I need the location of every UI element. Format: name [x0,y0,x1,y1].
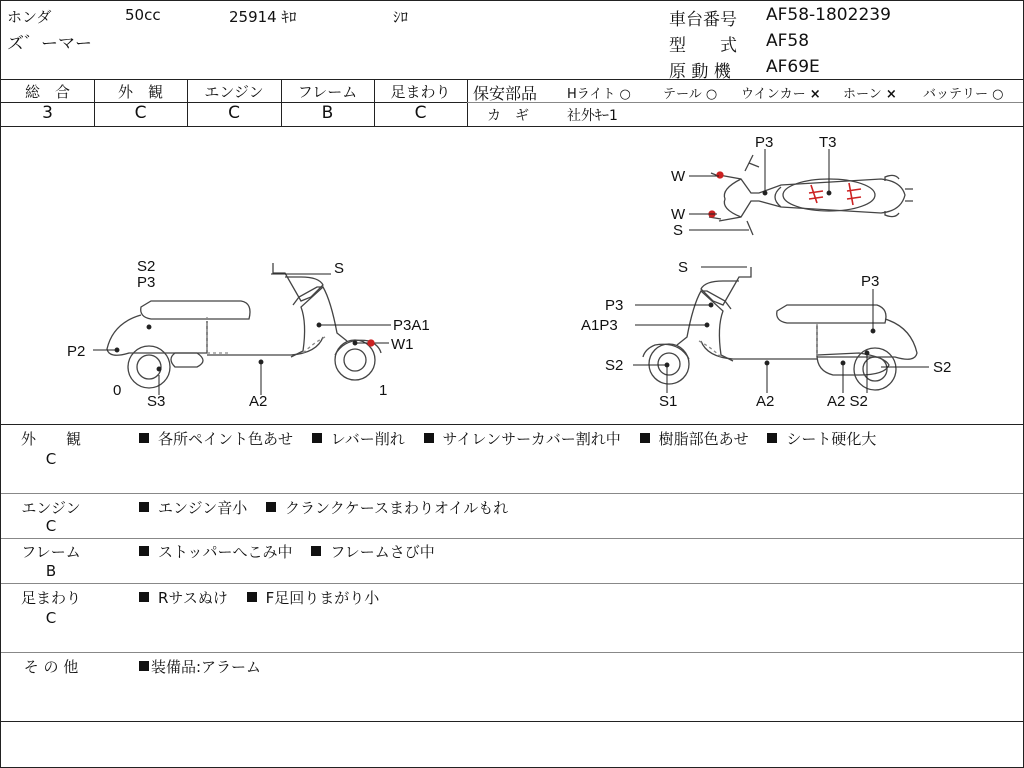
grade-overall-label: 総 合 [24,83,70,101]
bullet-square-icon [139,592,149,602]
bullet-square-icon [767,433,777,443]
frame-no-label: 車台番号 [669,10,737,30]
remark-grade: C [45,609,57,627]
bullet-square-icon [312,433,322,443]
label-right-S2-rear: S2 [933,359,952,376]
remark-item: シート硬化大 [786,430,877,448]
remark-item: フレームさび中 [330,543,435,561]
safety-horn [843,83,897,102]
label-left-P3A1: P3A1 [393,317,430,334]
label-left-P2: P2 [67,343,86,360]
safety-battery [923,83,1004,102]
label-left-S2: S2 [137,258,156,275]
safety-winker [741,83,821,102]
remark-items-exterior [139,428,876,449]
grade-frame-label: フレーム [297,83,358,101]
bullet-square-icon [139,546,149,556]
safety-item-name: ウインカー [741,87,806,102]
label-top-S: S [673,222,684,239]
divider [1,583,1023,584]
color: ｼﾛ [393,8,409,26]
displacement: 50cc [125,6,161,24]
safety-mark: ○ [992,87,1004,102]
label-left-W1: W1 [391,336,414,353]
mileage: 25914 ｷﾛ [229,8,297,26]
bullet-square-icon [139,661,149,671]
safety-headlight [567,83,631,102]
divider [467,102,1023,103]
grade-frame-value: B [321,103,334,123]
frame-no: AF58-1802239 [766,5,891,25]
maker: ホンダ [7,8,52,26]
divider [1,493,1023,494]
safety-item-name: テール [663,87,702,102]
divider [1,79,1023,80]
label-left-0: 0 [113,382,122,399]
scooter-diagram [1,127,1023,425]
scooter-top-view [689,149,913,235]
grade-suspension-label: 足まわり [390,83,451,101]
label-top-P3: P3 [755,134,774,151]
bullet-square-icon [247,592,257,602]
bullet-square-icon [424,433,434,443]
safety-mark: × [809,87,821,102]
remark-grade: C [45,450,57,468]
remark-item: F足回りまがり小 [265,589,380,607]
label-left-A2: A2 [249,393,268,410]
label-top-W: W [671,168,686,185]
label-right-A2S2: A2 S2 [827,393,868,410]
safety-mark: ○ [619,87,631,102]
bullet-square-icon [266,502,276,512]
bullet-square-icon [139,502,149,512]
scooter-right-view [633,267,929,393]
bullet-square-icon [311,546,321,556]
remark-category: エンジン [21,499,81,517]
safety-mark: ○ [705,87,718,102]
remark-grade: C [45,517,57,535]
safety-mark: × [885,87,897,102]
remark-item: 樹脂部色あせ [658,430,749,448]
remark-item: 各所ペイント色あせ [158,430,294,448]
label-top-T3: T3 [819,134,837,151]
grade-exterior-value: C [134,103,147,123]
key-value: 社外ｷｰ1 [567,108,618,124]
remark-item: レバー削れ [330,430,405,448]
label-right-P3-seat: P3 [861,273,880,290]
remark-item: Rサスぬけ [158,589,228,607]
remark-items-other [139,656,261,677]
engine-value: AF69E [766,57,820,77]
safety-tail [663,83,717,102]
grade-exterior-label: 外 観 [117,83,163,101]
grade-engine-value: C [228,103,240,123]
remark-items-suspension [139,587,379,608]
divider [1,652,1023,653]
label-right-P3: P3 [605,297,624,314]
bullet-square-icon [640,433,650,443]
safety-label: 保安部品 [473,84,538,103]
remark-category: 足まわり [20,589,81,607]
remark-category: 外 観 [20,430,81,448]
label-right-S2: S2 [605,357,624,374]
divider [1,721,1023,722]
remark-item: 装備品:アラーム [151,658,262,676]
divider [1,424,1023,425]
remark-category: そ の 他 [23,658,79,676]
label-right-S1: S1 [659,393,678,410]
type-label: 型 式 [669,36,737,56]
safety-item-name: ホーン [843,87,882,102]
label-left-1: 1 [379,382,388,399]
label-top-W2: W [671,206,686,223]
safety-item-name: Hライト [567,87,616,102]
label-left-S: S [334,260,345,277]
engine-label: 原 動 機 [669,62,731,82]
divider [1,538,1023,539]
grade-overall-value: 3 [42,103,53,123]
remark-items-engine [139,497,508,518]
bullet-square-icon [139,433,149,443]
grade-suspension-value: C [414,103,427,123]
label-right-A1P3: A1P3 [581,317,618,334]
label-right-A2: A2 [756,393,775,410]
grade-engine-label: エンジン [204,83,264,101]
safety-item-name: バッテリー [923,87,989,102]
remark-item: ストッパーへこみ中 [158,543,293,561]
model-name: ズ゛ーマー [7,34,92,54]
remark-category: フレーム [21,543,81,561]
key-label: カ ギ [487,108,529,124]
remark-grade: B [45,562,57,580]
remark-item: サイレンサーカバー割れ中 [442,430,621,448]
label-left-S3: S3 [147,393,166,410]
label-right-S: S [678,259,689,276]
type-value: AF58 [766,31,810,51]
remark-items-frame [139,541,435,562]
remark-item: エンジン音小 [158,499,248,517]
remark-item: クランクケースまわりオイルもれ [285,499,509,517]
label-left-P3: P3 [137,274,156,291]
